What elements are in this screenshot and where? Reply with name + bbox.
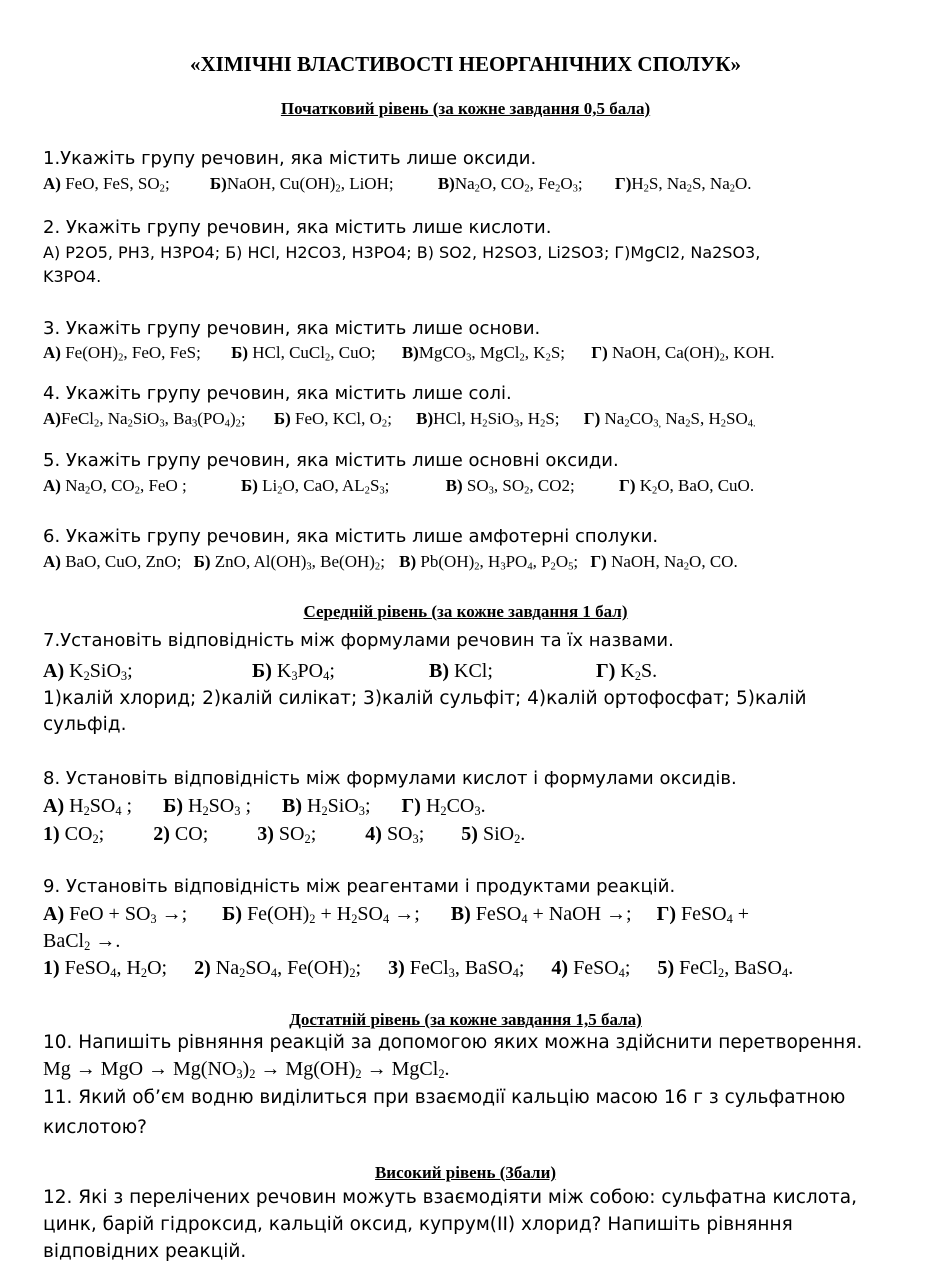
answer (43, 957, 167, 980)
option-letter: 5) (657, 957, 675, 979)
option-letter: Б) (222, 903, 243, 925)
question-12-line3: відповідних реакцій. (43, 1241, 247, 1262)
question-5-text: 5. Укажіть групу речовин, яка містить лише основні оксиди. (43, 450, 619, 471)
option (438, 174, 583, 194)
option-formula: KCl; (449, 660, 493, 682)
option (210, 174, 394, 194)
option-formula: HCl, CuCl$_2$, CuO; (247, 343, 376, 364)
option-letter: В) (437, 174, 455, 193)
option-formula: $K_2O$, BaO, CuO. (635, 476, 755, 497)
option-formula: $Fe(OH)_2$, FeO, FeS; (60, 343, 201, 364)
option (591, 343, 774, 363)
option-letter: В) (429, 660, 449, 682)
option-formula: FeO, FeS, $SO_2$; (60, 174, 170, 195)
option-formula: FeSO$_4$ + (675, 903, 750, 927)
option-letter: А) (43, 552, 61, 571)
option (231, 343, 376, 363)
option (43, 552, 181, 572)
option-formula: FeO, KCl, $O_2$; (290, 409, 392, 430)
option-letter: А) (43, 174, 61, 193)
option-letter: 2) (194, 957, 211, 979)
question-2-options-line2: K3PO4. (43, 267, 102, 286)
option-formula: $H_2SO_3$ ; (183, 795, 251, 819)
option-formula: $Na_2CO_{3,}$ $Na_2S$, $H_2SO_{4.}$ (600, 409, 756, 430)
option-letter: А) (43, 795, 65, 817)
option (615, 174, 752, 194)
option-formula: $H_2SiO_3$; (302, 795, 371, 819)
option-formula: FeCl$_2$, $Na_2SiO_3$, $Ba_3(PO_4)_2$; (60, 409, 246, 430)
option-letter: 4) (365, 823, 382, 845)
option (163, 795, 251, 818)
option-letter: В) (445, 476, 463, 495)
question-2-text: 2. Укажіть групу речовин, яка містить лише кислоти. (43, 217, 552, 238)
question-9-reagents (43, 903, 767, 926)
option (402, 343, 565, 363)
option-formula: FeCl$_2$, BaSO$_4$. (674, 957, 794, 981)
question-9-reagents-cont (43, 930, 120, 953)
option-formula: FeSO$_4$, $H_2O$; (59, 957, 168, 981)
option-letter: А) (43, 903, 65, 925)
question-12-line1: 12. Які з перелічених речовин можуть взаємодіяти між собою: сульфатна кислота, (43, 1187, 858, 1208)
level-high-heading: Високий рівень (3бали) (374, 1163, 557, 1182)
option-letter: Б) (231, 343, 248, 362)
option-formula: $SO_3$, $SO_2$, CO2; (462, 476, 575, 497)
option (590, 552, 737, 572)
option-letter: Б) (240, 476, 258, 495)
option-letter: В) (416, 409, 434, 428)
option-letter: Г) (619, 476, 636, 495)
option-letter: А) (43, 660, 65, 682)
question-3-text: 3. Укажіть групу речовин, яка містить лише основи. (43, 318, 541, 339)
option-formula: $H_2SO_4$ ; (64, 795, 133, 819)
option (399, 552, 578, 572)
option-formula: $Na_2O$, $CO_2$, $Fe_2O_3$; (454, 174, 583, 195)
option (43, 174, 170, 194)
option-letter: 1) (43, 957, 60, 979)
option (274, 409, 392, 429)
option-formula: BaO, CuO, ZnO; (60, 552, 182, 571)
option-letter: В) (450, 903, 471, 925)
question-8-acids (43, 795, 504, 818)
question-7-formulas (43, 660, 675, 683)
question-8-oxides (43, 823, 543, 846)
option-letter: Б) (193, 552, 211, 571)
option-formula: $Na_2O$, $CO_2$, FeO ; (60, 476, 187, 497)
answer (194, 957, 361, 980)
question-9-text: 9. Установіть відповідність між реагентами і продуктами реакцій. (43, 876, 676, 897)
question-11-line2: кислотою? (43, 1117, 147, 1138)
option-formula: $CO_2$; (59, 823, 105, 847)
option-formula: $K_3PO_4$; (271, 660, 335, 684)
answer (551, 957, 630, 980)
answer (461, 823, 525, 846)
option-letter: А) (43, 409, 61, 428)
option-continuation: BaCl$_2$ →. (43, 930, 121, 954)
option-formula: $H_2CO_3$. (420, 795, 486, 819)
option (619, 476, 754, 496)
option-formula: NaOH, $Na_2O$, CO. (606, 552, 738, 573)
option (43, 660, 229, 683)
option-formula: FeO + $SO_3$ →; (64, 903, 188, 927)
question-2-options-line1: А) P2O5, PH3, H3PO4; Б) HCl, H2CO3, H3PO4; В) SO2, H2SO3, Li2SO3; Г)MgCl2, Na2SO3, (43, 243, 761, 262)
level-sufficient-heading: Достатній рівень (за кожне завдання 1,5 бала) (289, 1010, 642, 1029)
question-6-options (43, 552, 756, 572)
option-formula: MgCO$_3$, MgCl$_2$, $K_2S$; (418, 343, 566, 364)
option (43, 343, 201, 363)
question-9-products (43, 957, 811, 980)
option (446, 476, 575, 496)
option-formula: $Na_2SO_4$, $Fe(OH)_2$; (210, 957, 362, 981)
question-7-names-line1: 1)калій хлорид; 2)калій силікат; 3)калій сульфіт; 4)калій ортофосфат; 5)калій (43, 688, 807, 709)
option-formula: $Fe(OH)_2 + H_2SO_4$ →; (242, 903, 420, 927)
option-letter: Г) (401, 795, 421, 817)
option-letter: Б) (209, 174, 227, 193)
option-letter: Г) (596, 660, 616, 682)
option-formula: FeSO$_4$ + NaOH →; (470, 903, 632, 927)
question-10-chain (43, 1058, 450, 1081)
option-formula: NaOH, $Ca(OH)_2$, KOH. (607, 343, 775, 364)
question-12-line2: цинк, барій гідроксид, кальцій оксид, купрум(II) хлорид? Напишіть рівняння (43, 1214, 793, 1235)
level-middle-heading: Середній рівень (за кожне завдання 1 бал) (303, 602, 628, 621)
option-letter: В) (399, 552, 417, 571)
option-formula: $Li_2O$, CaO, $AL_2S_3$; (257, 476, 390, 497)
question-6-text: 6. Укажіть групу речовин, яка містить лише амфотерні сполуки. (43, 526, 659, 547)
option-letter: Г) (614, 174, 632, 193)
option-formula: $H_2S$, $Na_2S$, $Na_2O$. (631, 174, 752, 195)
option (241, 476, 389, 496)
option (451, 903, 632, 926)
option-letter: Г) (656, 903, 676, 925)
option-letter: 3) (388, 957, 405, 979)
option-letter: 5) (461, 823, 478, 845)
option-letter: Г) (591, 343, 608, 362)
option-letter: Б) (163, 795, 183, 817)
option-formula: $SO_3$; (381, 823, 425, 847)
option (194, 552, 385, 572)
option-formula: $K_2S$. (615, 660, 658, 684)
option-formula: HCl, $H_2SiO_3$, $H_2S$; (433, 409, 560, 430)
option-letter: 3) (257, 823, 274, 845)
option-formula: $Pb(OH)_2$, $H_3PO_4$, $P_2O_5$; (416, 552, 579, 573)
option (43, 903, 187, 926)
option-letter: В) (401, 343, 419, 362)
option-formula: FeCl$_3$, BaSO$_4$; (404, 957, 525, 981)
answer (657, 957, 793, 980)
question-7-names-line2: сульфід. (43, 714, 127, 735)
question-5-options (43, 476, 772, 496)
question-7-text: 7.Установіть відповідність між формулами речовин та їх назвами. (43, 630, 674, 651)
option-formula: NaOH, $Cu(OH)_2$, LiOH; (226, 174, 394, 195)
page-title: «ХІМІЧНІ ВЛАСТИВОСТІ НЕОРГАНІЧНИХ СПОЛУК» (190, 52, 741, 76)
answer (388, 957, 524, 980)
option (43, 795, 132, 818)
option (43, 409, 246, 429)
question-1-options (43, 174, 770, 194)
answer (365, 823, 424, 846)
question-10-text: 10. Напишіть рівняння реакцій за допомогою яких можна здійснити перетворення. (43, 1032, 863, 1053)
option-formula: CO; (169, 823, 209, 845)
option (416, 409, 559, 429)
option (43, 476, 187, 496)
question-1-text: 1.Укажіть групу речовин, яка містить лише оксиди. (43, 148, 537, 169)
option-formula: SiO$_2$. (477, 823, 526, 847)
question-11-line1: 11. Який об’єм водню виділиться при взаємодії кальцію масою 16 г з сульфатною (43, 1087, 846, 1108)
option (584, 409, 756, 429)
option-letter: 2) (153, 823, 170, 845)
level-initial-heading: Початковий рівень (за кожне завдання 0,5 бала) (280, 99, 651, 118)
option-formula: $SO_2$; (273, 823, 317, 847)
option (596, 660, 657, 683)
question-8-text: 8. Установіть відповідність між формулами кислот і формулами оксидів. (43, 768, 737, 789)
option (429, 660, 573, 683)
option-formula: $K_2SiO_3$; (64, 660, 133, 684)
option-formula: ZnO, $Al(OH)_3$, $Be(OH)_2$; (210, 552, 385, 573)
option-letter: Г) (583, 409, 601, 428)
option-letter: Г) (590, 552, 607, 571)
option (282, 795, 371, 818)
option (252, 660, 406, 683)
option-letter: А) (43, 476, 61, 495)
question-3-options (43, 343, 793, 363)
option-letter: Б) (273, 409, 291, 428)
option-letter: 1) (43, 823, 60, 845)
option (222, 903, 420, 926)
answer (153, 823, 208, 846)
transformation-chain: Mg → MgO → $Mg(NO_3)_2 \to Mg(OH)_2$ → MgCl$_2$. (43, 1058, 450, 1082)
option (657, 903, 749, 926)
option-letter: А) (43, 343, 61, 362)
option-formula: FeSO$_4$; (568, 957, 631, 981)
option-letter: 4) (551, 957, 569, 979)
option-letter: Б) (252, 660, 272, 682)
option-letter: В) (282, 795, 302, 817)
option (402, 795, 486, 818)
answer (257, 823, 316, 846)
question-4-text: 4. Укажіть групу речовин, яка містить лише солі. (43, 383, 512, 404)
answer (43, 823, 104, 846)
question-4-options (43, 409, 774, 429)
